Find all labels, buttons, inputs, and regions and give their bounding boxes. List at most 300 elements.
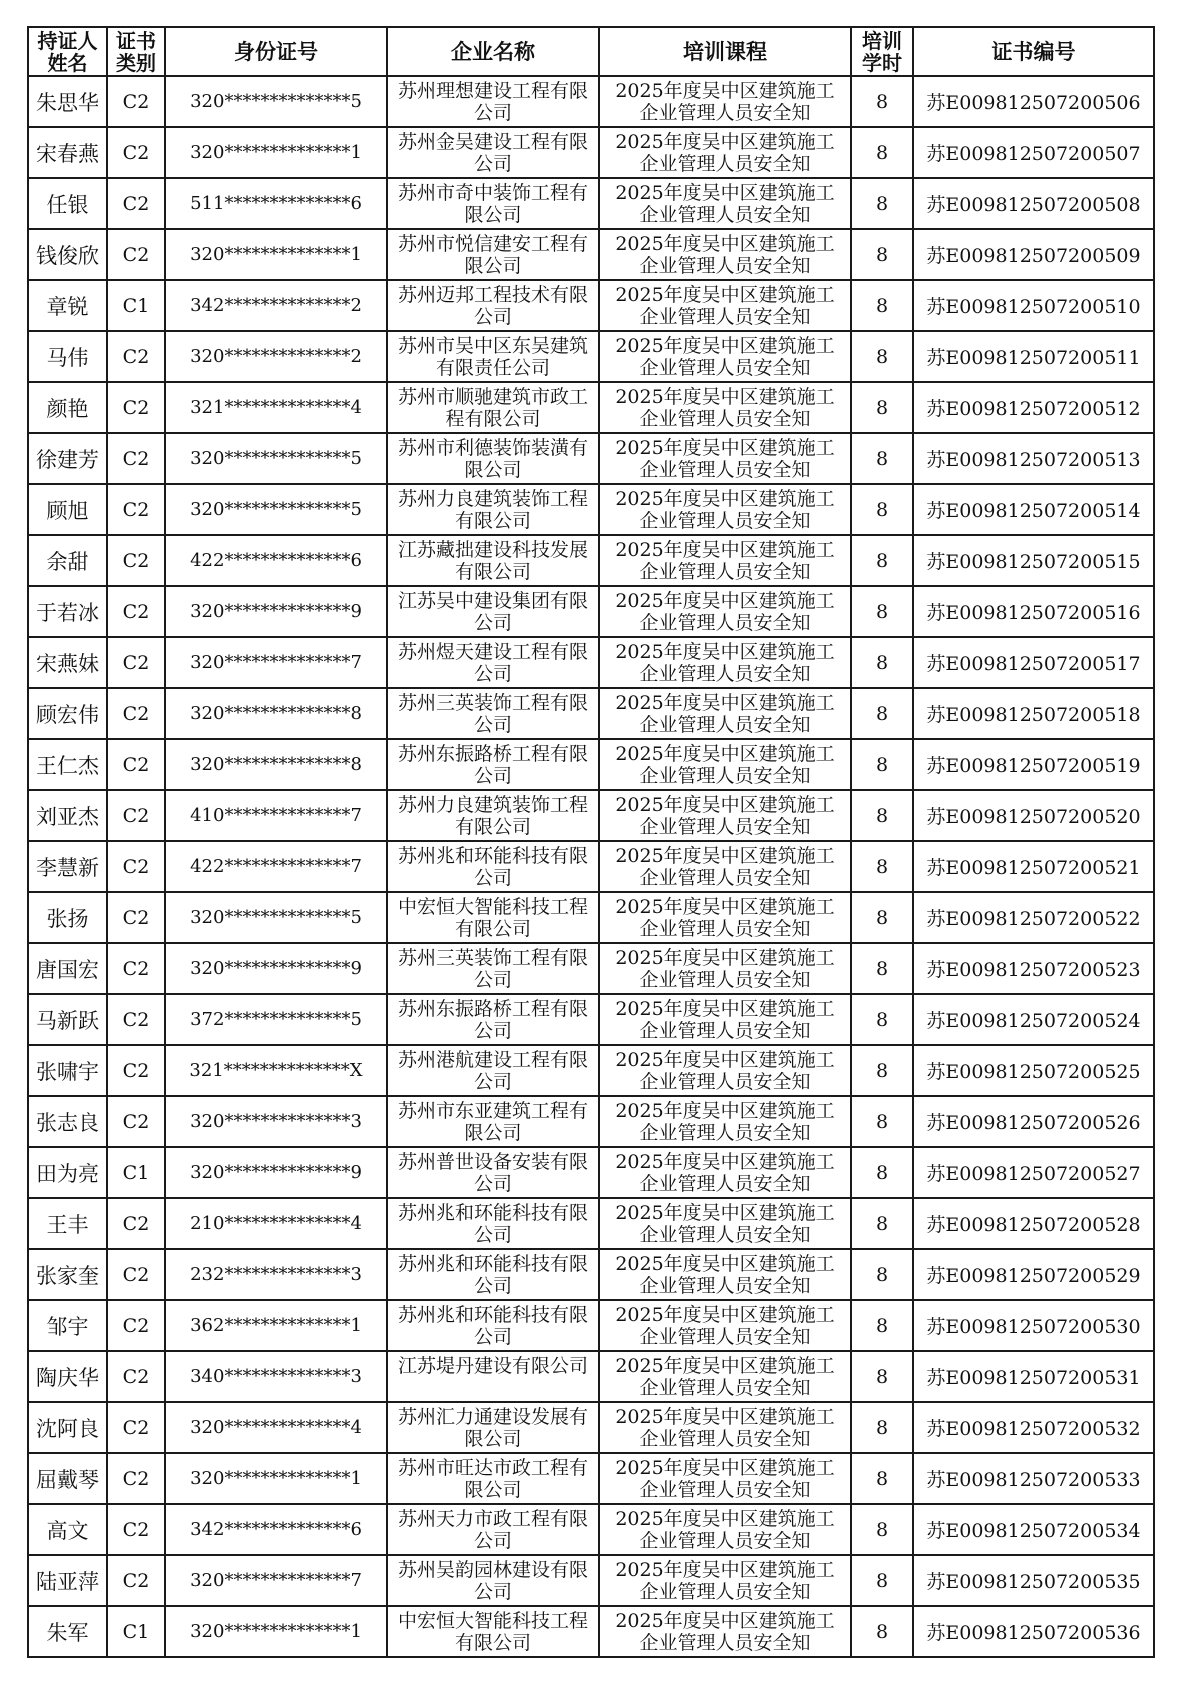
cell-category: C2 bbox=[107, 1402, 165, 1453]
cell-course-text: 2025年度吴中区建筑施工企业管理人员安全知 bbox=[615, 1609, 835, 1654]
cell-company bbox=[387, 1402, 599, 1453]
cell-company bbox=[387, 1249, 599, 1300]
cell-name: 马伟 bbox=[28, 331, 107, 382]
cell-company bbox=[387, 1453, 599, 1504]
cell-course bbox=[599, 1504, 851, 1555]
cell-company bbox=[387, 127, 599, 178]
cell-company bbox=[387, 1606, 599, 1657]
cell-hours: 8 bbox=[851, 1402, 913, 1453]
cell-hours: 8 bbox=[851, 1198, 913, 1249]
table-row bbox=[28, 484, 1154, 535]
cell-cert-no: 苏E009812507200530 bbox=[913, 1300, 1154, 1351]
cell-name: 张啸宇 bbox=[28, 1045, 107, 1096]
table-body bbox=[28, 76, 1154, 1657]
cell-id-number: 320**************1 bbox=[165, 127, 387, 178]
cell-category: C2 bbox=[107, 892, 165, 943]
table-row bbox=[28, 1147, 1154, 1198]
cell-company-text: 苏州天力市政工程有限公司 bbox=[397, 1507, 588, 1552]
cell-id-number: 342**************6 bbox=[165, 1504, 387, 1555]
cell-hours: 8 bbox=[851, 1504, 913, 1555]
cell-category: C2 bbox=[107, 943, 165, 994]
cell-name: 陆亚萍 bbox=[28, 1555, 107, 1606]
cell-company bbox=[387, 382, 599, 433]
cell-name: 张扬 bbox=[28, 892, 107, 943]
cell-hours: 8 bbox=[851, 1249, 913, 1300]
cell-course bbox=[599, 433, 851, 484]
cell-course-text: 2025年度吴中区建筑施工企业管理人员安全知 bbox=[615, 895, 835, 940]
cell-course-text: 2025年度吴中区建筑施工企业管理人员安全知 bbox=[615, 232, 835, 277]
cell-company-text: 苏州金吴建设工程有限公司 bbox=[397, 130, 588, 175]
table-row bbox=[28, 1402, 1154, 1453]
cell-course bbox=[599, 1147, 851, 1198]
cell-course-text: 2025年度吴中区建筑施工企业管理人员安全知 bbox=[615, 181, 835, 226]
cell-hours: 8 bbox=[851, 535, 913, 586]
cell-company-text: 苏州东振路桥工程有限公司 bbox=[397, 742, 588, 787]
cell-company-text: 江苏堤丹建设有限公司 bbox=[397, 1354, 588, 1377]
cell-cert-no: 苏E009812507200517 bbox=[913, 637, 1154, 688]
cell-category: C2 bbox=[107, 994, 165, 1045]
cell-course-text: 2025年度吴中区建筑施工企业管理人员安全知 bbox=[615, 589, 835, 634]
cell-cert-no: 苏E009812507200529 bbox=[913, 1249, 1154, 1300]
cell-company-text: 苏州市利德装饰装潢有限公司 bbox=[397, 436, 588, 481]
cell-name: 唐国宏 bbox=[28, 943, 107, 994]
cell-name: 王仁杰 bbox=[28, 739, 107, 790]
cell-cert-no: 苏E009812507200511 bbox=[913, 331, 1154, 382]
cell-company bbox=[387, 1555, 599, 1606]
cell-category: C2 bbox=[107, 1096, 165, 1147]
cell-category: C2 bbox=[107, 382, 165, 433]
table-row bbox=[28, 1504, 1154, 1555]
cell-company bbox=[387, 841, 599, 892]
cell-category: C2 bbox=[107, 688, 165, 739]
cell-id-number: 321**************4 bbox=[165, 382, 387, 433]
cell-hours: 8 bbox=[851, 178, 913, 229]
cell-course-text: 2025年度吴中区建筑施工企业管理人员安全知 bbox=[615, 385, 835, 430]
cell-name: 李慧新 bbox=[28, 841, 107, 892]
cell-id-number: 320**************1 bbox=[165, 1453, 387, 1504]
cell-id-number: 320**************5 bbox=[165, 433, 387, 484]
cell-course-text: 2025年度吴中区建筑施工企业管理人员安全知 bbox=[615, 79, 835, 124]
cell-category: C2 bbox=[107, 535, 165, 586]
table-row bbox=[28, 943, 1154, 994]
table-row bbox=[28, 841, 1154, 892]
cell-company bbox=[387, 1096, 599, 1147]
cell-company-text: 江苏藏拙建设科技发展有限公司 bbox=[397, 538, 588, 583]
cell-company-text: 苏州港航建设工程有限公司 bbox=[397, 1048, 588, 1093]
cell-company-text: 苏州市吴中区东吴建筑有限责任公司 bbox=[397, 334, 588, 379]
cell-name: 马新跃 bbox=[28, 994, 107, 1045]
cell-company bbox=[387, 280, 599, 331]
cell-id-number: 320**************5 bbox=[165, 76, 387, 127]
cell-hours: 8 bbox=[851, 892, 913, 943]
cell-course-text: 2025年度吴中区建筑施工企业管理人员安全知 bbox=[615, 1456, 835, 1501]
cell-category: C2 bbox=[107, 1453, 165, 1504]
cell-cert-no: 苏E009812507200520 bbox=[913, 790, 1154, 841]
cell-course-text: 2025年度吴中区建筑施工企业管理人员安全知 bbox=[615, 1048, 835, 1093]
cell-company-text: 中宏恒大智能科技工程有限公司 bbox=[397, 895, 588, 940]
cell-course-text: 2025年度吴中区建筑施工企业管理人员安全知 bbox=[615, 334, 835, 379]
cell-category: C2 bbox=[107, 1300, 165, 1351]
header-id-number: 身份证号 bbox=[165, 27, 387, 76]
table-row bbox=[28, 1198, 1154, 1249]
cell-hours: 8 bbox=[851, 127, 913, 178]
cell-company-text: 中宏恒大智能科技工程有限公司 bbox=[397, 1609, 588, 1654]
cell-name: 陶庆华 bbox=[28, 1351, 107, 1402]
cell-course-text: 2025年度吴中区建筑施工企业管理人员安全知 bbox=[615, 742, 835, 787]
cell-course bbox=[599, 688, 851, 739]
cell-id-number: 320**************8 bbox=[165, 688, 387, 739]
cell-course-text: 2025年度吴中区建筑施工企业管理人员安全知 bbox=[615, 844, 835, 889]
header-row bbox=[28, 27, 1154, 76]
cell-course bbox=[599, 586, 851, 637]
cell-name: 田为亮 bbox=[28, 1147, 107, 1198]
table-row bbox=[28, 892, 1154, 943]
cell-name: 张志良 bbox=[28, 1096, 107, 1147]
table-row bbox=[28, 739, 1154, 790]
cell-cert-no: 苏E009812507200535 bbox=[913, 1555, 1154, 1606]
cell-name: 张家奎 bbox=[28, 1249, 107, 1300]
table-row bbox=[28, 1555, 1154, 1606]
cell-course bbox=[599, 280, 851, 331]
cell-name: 高文 bbox=[28, 1504, 107, 1555]
cell-id-number: 362**************1 bbox=[165, 1300, 387, 1351]
header-name: 持证人姓名 bbox=[28, 27, 107, 76]
cell-company-text: 苏州汇力通建设发展有限公司 bbox=[397, 1405, 588, 1450]
cell-course bbox=[599, 484, 851, 535]
table-row bbox=[28, 127, 1154, 178]
cell-hours: 8 bbox=[851, 586, 913, 637]
cell-hours: 8 bbox=[851, 1045, 913, 1096]
cell-name: 屈戴琴 bbox=[28, 1453, 107, 1504]
cell-cert-no: 苏E009812507200508 bbox=[913, 178, 1154, 229]
cell-company-text: 苏州三英装饰工程有限公司 bbox=[397, 946, 588, 991]
cell-course bbox=[599, 1198, 851, 1249]
header-course: 培训课程 bbox=[599, 27, 851, 76]
cell-id-number: 320**************4 bbox=[165, 1402, 387, 1453]
cell-course-text: 2025年度吴中区建筑施工企业管理人员安全知 bbox=[615, 538, 835, 583]
cell-cert-no: 苏E009812507200526 bbox=[913, 1096, 1154, 1147]
cell-id-number: 232**************3 bbox=[165, 1249, 387, 1300]
cell-company bbox=[387, 1147, 599, 1198]
cell-company bbox=[387, 484, 599, 535]
cell-hours: 8 bbox=[851, 637, 913, 688]
cell-course bbox=[599, 892, 851, 943]
cell-id-number: 342**************2 bbox=[165, 280, 387, 331]
cell-name: 顾宏伟 bbox=[28, 688, 107, 739]
cell-category: C2 bbox=[107, 1351, 165, 1402]
cell-id-number: 340**************3 bbox=[165, 1351, 387, 1402]
cell-hours: 8 bbox=[851, 841, 913, 892]
cell-company-text: 苏州市奇中装饰工程有限公司 bbox=[397, 181, 588, 226]
cell-id-number: 410**************7 bbox=[165, 790, 387, 841]
cell-course bbox=[599, 1045, 851, 1096]
cell-company bbox=[387, 586, 599, 637]
cell-id-number: 320**************7 bbox=[165, 637, 387, 688]
cell-name: 宋春燕 bbox=[28, 127, 107, 178]
cell-course bbox=[599, 1606, 851, 1657]
cell-hours: 8 bbox=[851, 943, 913, 994]
cell-company-text: 江苏吴中建设集团有限公司 bbox=[397, 589, 588, 634]
cell-cert-no: 苏E009812507200512 bbox=[913, 382, 1154, 433]
cell-company-text: 苏州市顺驰建筑市政工程有限公司 bbox=[397, 385, 588, 430]
cell-company bbox=[387, 331, 599, 382]
cell-company bbox=[387, 790, 599, 841]
cell-course-text: 2025年度吴中区建筑施工企业管理人员安全知 bbox=[615, 487, 835, 532]
cell-company bbox=[387, 1045, 599, 1096]
cell-category: C2 bbox=[107, 331, 165, 382]
cell-name: 章锐 bbox=[28, 280, 107, 331]
cell-cert-no: 苏E009812507200518 bbox=[913, 688, 1154, 739]
cell-course bbox=[599, 331, 851, 382]
cell-course bbox=[599, 739, 851, 790]
cell-company bbox=[387, 1198, 599, 1249]
cell-course-text: 2025年度吴中区建筑施工企业管理人员安全知 bbox=[615, 1507, 835, 1552]
cell-category: C2 bbox=[107, 127, 165, 178]
cell-name: 颜艳 bbox=[28, 382, 107, 433]
cell-company bbox=[387, 688, 599, 739]
table-row bbox=[28, 688, 1154, 739]
cell-id-number: 320**************1 bbox=[165, 229, 387, 280]
cell-hours: 8 bbox=[851, 1555, 913, 1606]
cell-cert-no: 苏E009812507200513 bbox=[913, 433, 1154, 484]
cell-course bbox=[599, 535, 851, 586]
cell-id-number: 372**************5 bbox=[165, 994, 387, 1045]
header-hours: 培训学时 bbox=[851, 27, 913, 76]
cell-id-number: 320**************2 bbox=[165, 331, 387, 382]
cell-company bbox=[387, 1504, 599, 1555]
cell-cert-no: 苏E009812507200523 bbox=[913, 943, 1154, 994]
table-row bbox=[28, 76, 1154, 127]
cell-course bbox=[599, 943, 851, 994]
table-row bbox=[28, 1453, 1154, 1504]
cell-name: 王丰 bbox=[28, 1198, 107, 1249]
cell-cert-no: 苏E009812507200510 bbox=[913, 280, 1154, 331]
cell-course bbox=[599, 1402, 851, 1453]
table-row bbox=[28, 178, 1154, 229]
cell-category: C2 bbox=[107, 1555, 165, 1606]
cell-company-text: 苏州兆和环能科技有限公司 bbox=[397, 1303, 588, 1348]
cell-company-text: 苏州市悦信建安工程有限公司 bbox=[397, 232, 588, 277]
cell-id-number: 320**************1 bbox=[165, 1606, 387, 1657]
cell-course bbox=[599, 1096, 851, 1147]
table-row bbox=[28, 331, 1154, 382]
table-row bbox=[28, 382, 1154, 433]
cell-company-text: 苏州普世设备安装有限公司 bbox=[397, 1150, 588, 1195]
cell-course bbox=[599, 1351, 851, 1402]
cell-cert-no: 苏E009812507200525 bbox=[913, 1045, 1154, 1096]
cell-company bbox=[387, 229, 599, 280]
cell-cert-no: 苏E009812507200528 bbox=[913, 1198, 1154, 1249]
cell-category: C2 bbox=[107, 433, 165, 484]
cell-company-text: 苏州市东亚建筑工程有限公司 bbox=[397, 1099, 588, 1144]
cell-course bbox=[599, 382, 851, 433]
cell-name: 余甜 bbox=[28, 535, 107, 586]
cell-category: C1 bbox=[107, 280, 165, 331]
cell-name: 任银 bbox=[28, 178, 107, 229]
cell-name: 钱俊欣 bbox=[28, 229, 107, 280]
cell-hours: 8 bbox=[851, 1096, 913, 1147]
cell-id-number: 320**************8 bbox=[165, 739, 387, 790]
cell-cert-no: 苏E009812507200533 bbox=[913, 1453, 1154, 1504]
cell-cert-no: 苏E009812507200509 bbox=[913, 229, 1154, 280]
cell-course-text: 2025年度吴中区建筑施工企业管理人员安全知 bbox=[615, 793, 835, 838]
cell-course bbox=[599, 1300, 851, 1351]
cell-company bbox=[387, 892, 599, 943]
cell-course-text: 2025年度吴中区建筑施工企业管理人员安全知 bbox=[615, 946, 835, 991]
cell-hours: 8 bbox=[851, 382, 913, 433]
cell-company-text: 苏州兆和环能科技有限公司 bbox=[397, 1201, 588, 1246]
cell-category: C2 bbox=[107, 484, 165, 535]
cell-cert-no: 苏E009812507200532 bbox=[913, 1402, 1154, 1453]
cell-company bbox=[387, 535, 599, 586]
cell-category: C2 bbox=[107, 841, 165, 892]
table-row bbox=[28, 1045, 1154, 1096]
cell-company-text: 苏州三英装饰工程有限公司 bbox=[397, 691, 588, 736]
cell-name: 邹宇 bbox=[28, 1300, 107, 1351]
cell-course-text: 2025年度吴中区建筑施工企业管理人员安全知 bbox=[615, 1201, 835, 1246]
cell-course-text: 2025年度吴中区建筑施工企业管理人员安全知 bbox=[615, 997, 835, 1042]
cell-name: 于若冰 bbox=[28, 586, 107, 637]
cell-company bbox=[387, 178, 599, 229]
cell-category: C2 bbox=[107, 637, 165, 688]
cell-cert-no: 苏E009812507200515 bbox=[913, 535, 1154, 586]
cell-course-text: 2025年度吴中区建筑施工企业管理人员安全知 bbox=[615, 1099, 835, 1144]
cell-name: 朱思华 bbox=[28, 76, 107, 127]
cell-cert-no: 苏E009812507200506 bbox=[913, 76, 1154, 127]
cell-cert-no: 苏E009812507200534 bbox=[913, 1504, 1154, 1555]
cell-cert-no: 苏E009812507200536 bbox=[913, 1606, 1154, 1657]
cell-company-text: 苏州迈邦工程技术有限公司 bbox=[397, 283, 588, 328]
cell-hours: 8 bbox=[851, 739, 913, 790]
cell-category: C2 bbox=[107, 1198, 165, 1249]
cell-course-text: 2025年度吴中区建筑施工企业管理人员安全知 bbox=[615, 283, 835, 328]
cell-company-text: 苏州力良建筑装饰工程有限公司 bbox=[397, 487, 588, 532]
cell-course-text: 2025年度吴中区建筑施工企业管理人员安全知 bbox=[615, 1252, 835, 1297]
cell-company bbox=[387, 76, 599, 127]
cell-id-number: 210**************4 bbox=[165, 1198, 387, 1249]
cell-course-text: 2025年度吴中区建筑施工企业管理人员安全知 bbox=[615, 1405, 835, 1450]
cell-name: 刘亚杰 bbox=[28, 790, 107, 841]
cell-course-text: 2025年度吴中区建筑施工企业管理人员安全知 bbox=[615, 640, 835, 685]
cell-company bbox=[387, 637, 599, 688]
cell-company-text: 苏州兆和环能科技有限公司 bbox=[397, 844, 588, 889]
cell-course bbox=[599, 1249, 851, 1300]
cell-hours: 8 bbox=[851, 1351, 913, 1402]
cell-id-number: 320**************7 bbox=[165, 1555, 387, 1606]
table-row bbox=[28, 1300, 1154, 1351]
cell-course bbox=[599, 229, 851, 280]
cell-hours: 8 bbox=[851, 433, 913, 484]
cell-category: C2 bbox=[107, 586, 165, 637]
cell-cert-no: 苏E009812507200507 bbox=[913, 127, 1154, 178]
cell-hours: 8 bbox=[851, 229, 913, 280]
cell-hours: 8 bbox=[851, 994, 913, 1045]
header-company: 企业名称 bbox=[387, 27, 599, 76]
cell-id-number: 320**************9 bbox=[165, 943, 387, 994]
cell-category: C1 bbox=[107, 1147, 165, 1198]
cell-company-text: 苏州力良建筑装饰工程有限公司 bbox=[397, 793, 588, 838]
cell-course bbox=[599, 994, 851, 1045]
cell-cert-no: 苏E009812507200531 bbox=[913, 1351, 1154, 1402]
cell-category: C1 bbox=[107, 1606, 165, 1657]
cell-category: C2 bbox=[107, 76, 165, 127]
cell-hours: 8 bbox=[851, 331, 913, 382]
cell-company-text: 苏州市旺达市政工程有限公司 bbox=[397, 1456, 588, 1501]
cell-course-text: 2025年度吴中区建筑施工企业管理人员安全知 bbox=[615, 1150, 835, 1195]
cell-course bbox=[599, 1453, 851, 1504]
table-row bbox=[28, 1606, 1154, 1657]
cell-category: C2 bbox=[107, 1504, 165, 1555]
cell-hours: 8 bbox=[851, 688, 913, 739]
cell-company-text: 苏州煜天建设工程有限公司 bbox=[397, 640, 588, 685]
table-row bbox=[28, 433, 1154, 484]
cell-id-number: 320**************9 bbox=[165, 1147, 387, 1198]
cell-hours: 8 bbox=[851, 280, 913, 331]
table-row bbox=[28, 1351, 1154, 1402]
cell-course-text: 2025年度吴中区建筑施工企业管理人员安全知 bbox=[615, 130, 835, 175]
cell-cert-no: 苏E009812507200519 bbox=[913, 739, 1154, 790]
cell-cert-no: 苏E009812507200527 bbox=[913, 1147, 1154, 1198]
cell-company-text: 苏州东振路桥工程有限公司 bbox=[397, 997, 588, 1042]
cell-course bbox=[599, 127, 851, 178]
cell-course-text: 2025年度吴中区建筑施工企业管理人员安全知 bbox=[615, 436, 835, 481]
table-row bbox=[28, 1249, 1154, 1300]
cell-cert-no: 苏E009812507200514 bbox=[913, 484, 1154, 535]
cell-company bbox=[387, 1300, 599, 1351]
cell-id-number: 320**************5 bbox=[165, 892, 387, 943]
cell-id-number: 320**************3 bbox=[165, 1096, 387, 1147]
cell-company-text: 苏州兆和环能科技有限公司 bbox=[397, 1252, 588, 1297]
cell-course bbox=[599, 1555, 851, 1606]
table-row bbox=[28, 637, 1154, 688]
cell-category: C2 bbox=[107, 1045, 165, 1096]
table-row bbox=[28, 790, 1154, 841]
cell-id-number: 320**************5 bbox=[165, 484, 387, 535]
cell-course bbox=[599, 178, 851, 229]
cell-id-number: 511**************6 bbox=[165, 178, 387, 229]
cell-hours: 8 bbox=[851, 1453, 913, 1504]
cell-hours: 8 bbox=[851, 484, 913, 535]
cell-company bbox=[387, 1351, 599, 1402]
certificate-roster-table bbox=[27, 26, 1155, 1658]
table-row bbox=[28, 994, 1154, 1045]
header-cert-no: 证书编号 bbox=[913, 27, 1154, 76]
cell-course bbox=[599, 637, 851, 688]
cell-company bbox=[387, 994, 599, 1045]
cell-name: 沈阿良 bbox=[28, 1402, 107, 1453]
cell-cert-no: 苏E009812507200522 bbox=[913, 892, 1154, 943]
cell-id-number: 422**************6 bbox=[165, 535, 387, 586]
cell-category: C2 bbox=[107, 178, 165, 229]
cell-cert-no: 苏E009812507200521 bbox=[913, 841, 1154, 892]
cell-company bbox=[387, 739, 599, 790]
cell-category: C2 bbox=[107, 1249, 165, 1300]
cell-id-number: 422**************7 bbox=[165, 841, 387, 892]
cell-course-text: 2025年度吴中区建筑施工企业管理人员安全知 bbox=[615, 1354, 835, 1399]
cell-cert-no: 苏E009812507200516 bbox=[913, 586, 1154, 637]
cell-company-text: 苏州吴韵园林建设有限公司 bbox=[397, 1558, 588, 1603]
cell-course-text: 2025年度吴中区建筑施工企业管理人员安全知 bbox=[615, 1558, 835, 1603]
cell-company bbox=[387, 943, 599, 994]
cell-hours: 8 bbox=[851, 1300, 913, 1351]
cell-name: 徐建芳 bbox=[28, 433, 107, 484]
cell-company-text: 苏州理想建设工程有限公司 bbox=[397, 79, 588, 124]
cell-name: 朱军 bbox=[28, 1606, 107, 1657]
cell-course bbox=[599, 76, 851, 127]
cell-id-number: 321**************X bbox=[165, 1045, 387, 1096]
cell-course-text: 2025年度吴中区建筑施工企业管理人员安全知 bbox=[615, 1303, 835, 1348]
table-row bbox=[28, 229, 1154, 280]
